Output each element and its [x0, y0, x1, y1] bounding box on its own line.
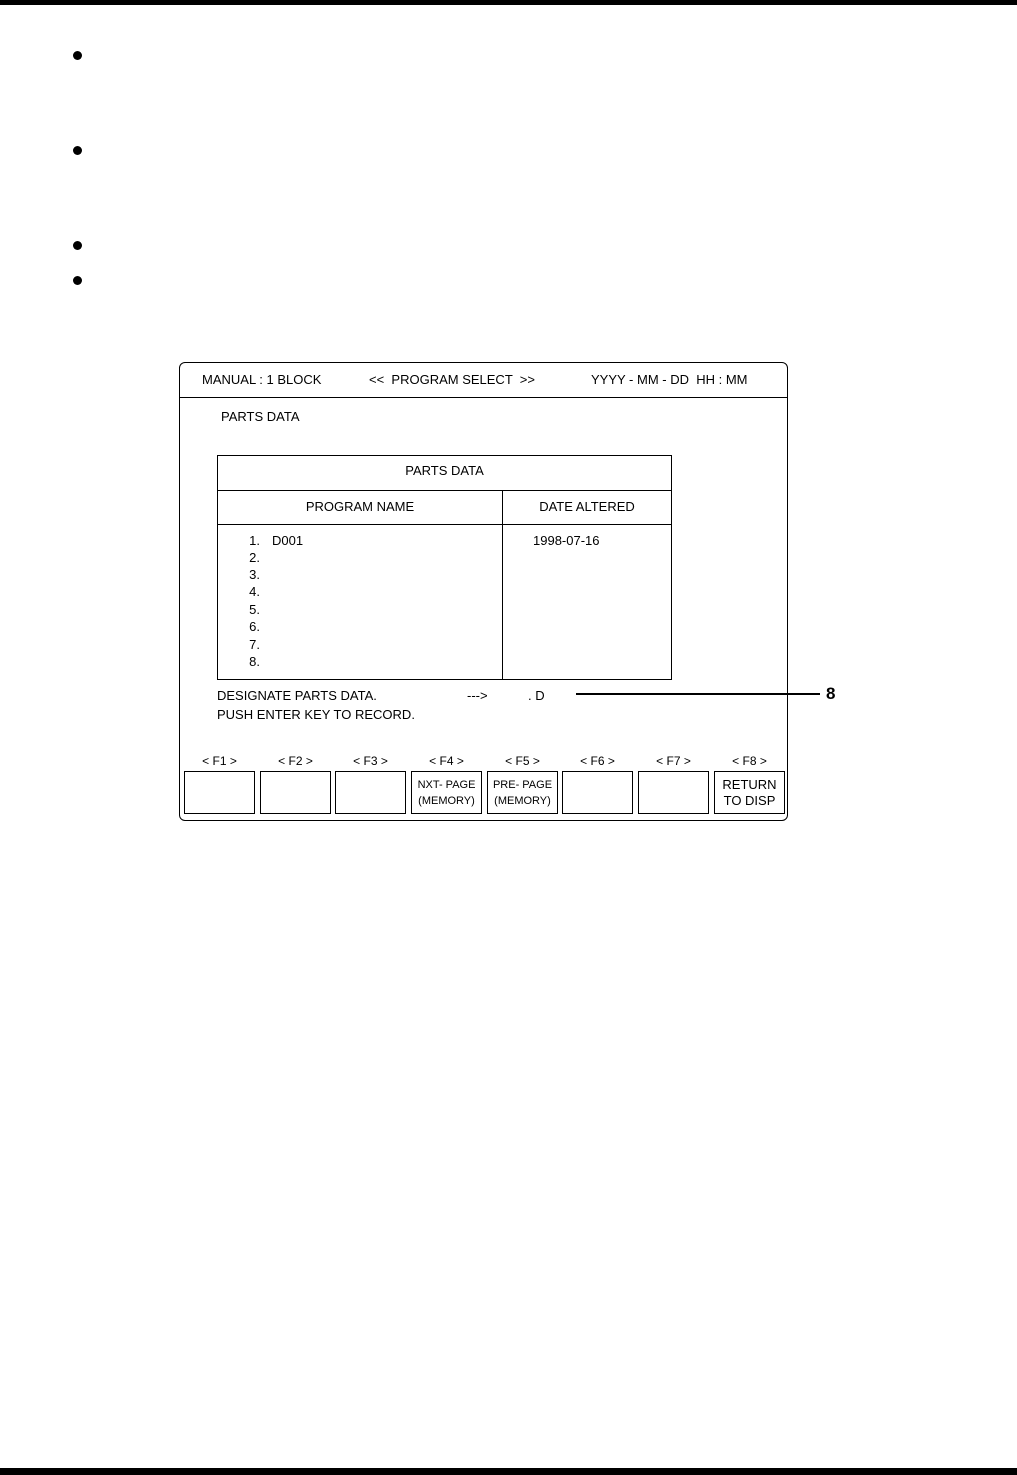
bullet-icon — [73, 146, 82, 155]
table-divider — [218, 490, 671, 491]
f4-button-line2: (MEMORY) — [418, 794, 475, 807]
section-label: PARTS DATA — [221, 409, 300, 424]
row-number: 8. — [249, 654, 260, 669]
column-header-date-altered: DATE ALTERED — [539, 499, 635, 514]
bullet-icon — [73, 51, 82, 60]
row-number: 4. — [249, 584, 260, 599]
row-number: 7. — [249, 637, 260, 652]
f4-label: < F4 > — [429, 754, 464, 768]
column-divider — [502, 491, 503, 679]
row-number: 1. — [249, 533, 260, 548]
f3-button[interactable] — [335, 771, 406, 814]
header-divider — [180, 397, 787, 398]
program-name: D001 — [272, 533, 304, 548]
callout-leader-line — [576, 693, 820, 695]
f8-label: < F8 > — [732, 754, 767, 768]
parts-data-table — [217, 455, 672, 680]
f5-button-line2: (MEMORY) — [494, 794, 551, 807]
f6-label: < F6 > — [580, 754, 615, 768]
row-number: 6. — [249, 619, 260, 634]
bullet-icon — [73, 241, 82, 250]
f6-button[interactable] — [562, 771, 633, 814]
row-number: 3. — [249, 567, 260, 582]
row-number: 2. — [249, 550, 260, 565]
f2-label: < F2 > — [278, 754, 313, 768]
screen-title: << PROGRAM SELECT >> — [369, 372, 535, 387]
instruction-message: PUSH ENTER KEY TO RECORD. — [217, 707, 415, 722]
f4-button-line1: NXT- PAGE — [417, 778, 476, 791]
f8-button-line1: RETURN — [722, 776, 777, 792]
date-altered: 1998-07-16 — [533, 533, 600, 548]
row-number: 5. — [249, 602, 260, 617]
datetime-display: YYYY - MM - DD HH : MM — [591, 372, 748, 387]
top-rule — [0, 0, 1017, 5]
f2-button[interactable] — [260, 771, 331, 814]
f8-button-line2: TO DISP — [723, 792, 776, 808]
f7-label: < F7 > — [656, 754, 691, 768]
callout-number: 8 — [826, 684, 836, 703]
f1-label: < F1 > — [202, 754, 237, 768]
program-select-screen — [179, 362, 788, 821]
return-to-display-button[interactable] — [714, 771, 785, 814]
table-divider — [218, 524, 671, 525]
f5-button-line1: PRE- PAGE — [492, 778, 553, 791]
mode-indicator: MANUAL : 1 BLOCK — [202, 372, 322, 387]
parts-data-input[interactable]: . D — [528, 688, 545, 703]
table-title: PARTS DATA — [405, 463, 484, 478]
column-header-program-name: PROGRAM NAME — [305, 499, 415, 514]
f7-button[interactable] — [638, 771, 709, 814]
f3-label: < F3 > — [353, 754, 388, 768]
bullet-icon — [73, 276, 82, 285]
f5-label: < F5 > — [505, 754, 540, 768]
bottom-rule — [0, 1468, 1017, 1475]
input-arrow: ---> — [467, 688, 488, 703]
prompt-message: DESIGNATE PARTS DATA. — [217, 688, 377, 703]
f1-button[interactable] — [184, 771, 255, 814]
next-page-memory-button[interactable] — [411, 771, 482, 814]
previous-page-memory-button[interactable] — [487, 771, 558, 814]
